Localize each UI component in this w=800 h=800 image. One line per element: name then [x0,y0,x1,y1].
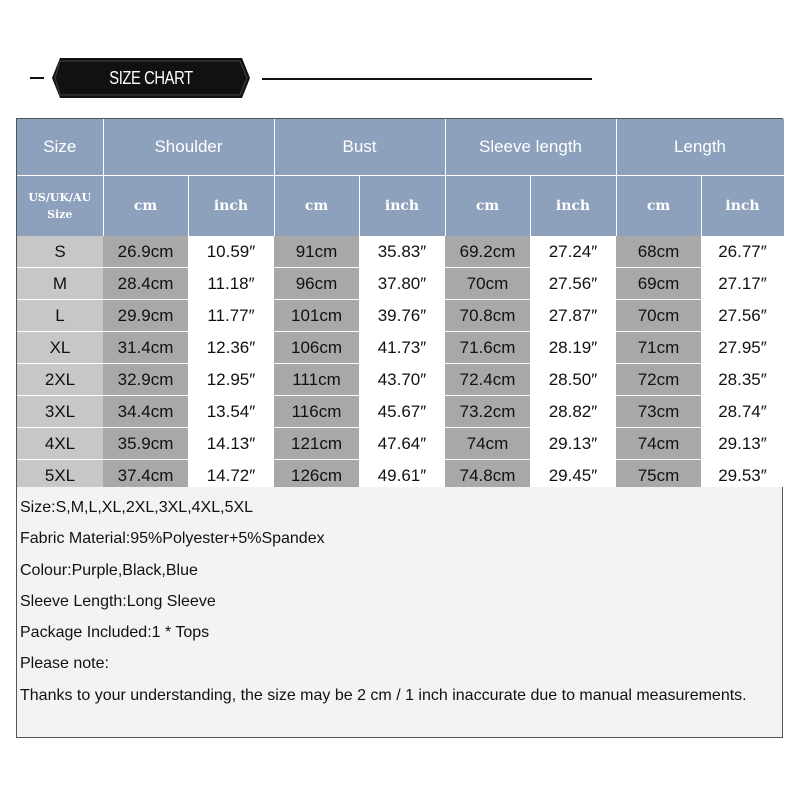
note-line: Colour:Purple,Black,Blue [20,561,198,579]
table-header-row [17,119,784,176]
inch-value-cell: 14.13″ [188,428,274,460]
inch-value-cell: 39.76″ [359,300,445,332]
shoulder-header: Shoulder [103,119,274,176]
header-dash-left [30,77,44,79]
cm-value-cell: 75cm [616,460,701,492]
note-line: Thanks to your understanding, the size may be 2 cm / 1 inch inaccurate due to manual measurements. [20,686,747,704]
unit-inch: inch [359,176,445,237]
cm-value-cell: 70cm [445,268,530,300]
unit-cm: cm [445,176,530,237]
inch-value-cell: 45.67″ [359,396,445,428]
table-row [17,364,784,396]
length-header: Length [616,119,784,176]
inch-value-cell: 11.18″ [188,268,274,300]
cm-value-cell: 70cm [616,300,701,332]
cm-value-cell: 69cm [616,268,701,300]
size-table [17,119,785,492]
cm-value-cell: 73.2cm [445,396,530,428]
size-cell: 4XL [17,428,103,460]
size-cell: 3XL [17,396,103,428]
cm-value-cell: 74cm [445,428,530,460]
cm-value-cell: 74.8cm [445,460,530,492]
table-row [17,236,784,268]
inch-value-cell: 35.83″ [359,236,445,268]
cm-value-cell: 72cm [616,364,701,396]
size-chart-title: SIZE CHART [109,68,193,88]
product-notes [16,487,783,738]
inch-value-cell: 41.73″ [359,332,445,364]
inch-value-cell: 49.61″ [359,460,445,492]
note-line: Package Included:1 * Tops [20,624,210,642]
inch-value-cell: 27.24″ [530,236,616,268]
inch-value-cell: 28.19″ [530,332,616,364]
inch-value-cell: 29.53″ [701,460,784,492]
unit-inch: inch [188,176,274,237]
cm-value-cell: 101cm [274,300,359,332]
header-rule [262,78,592,80]
inch-value-cell: 27.56″ [701,300,784,332]
size-cell: S [17,236,103,268]
cm-value-cell: 72.4cm [445,364,530,396]
size-table-container [16,118,783,487]
size-region-line2: Size [47,208,73,221]
inch-value-cell: 47.64″ [359,428,445,460]
note-line: Please note: [20,655,109,673]
table-row [17,332,784,364]
inch-value-cell: 10.59″ [188,236,274,268]
inch-value-cell: 29.13″ [701,428,784,460]
inch-value-cell: 27.17″ [701,268,784,300]
unit-inch: inch [530,176,616,237]
inch-value-cell: 37.80″ [359,268,445,300]
inch-value-cell: 28.82″ [530,396,616,428]
cm-value-cell: 91cm [274,236,359,268]
inch-value-cell: 28.35″ [701,364,784,396]
size-region-line1: US/UK/AU [28,191,92,204]
size-column-header: Size [17,119,103,176]
cm-value-cell: 29.9cm [103,300,188,332]
note-line: Size:S,M,L,XL,2XL,3XL,4XL,5XL [20,499,254,516]
cm-value-cell: 35.9cm [103,428,188,460]
size-cell: 2XL [17,364,103,396]
inch-value-cell: 12.36″ [188,332,274,364]
cm-value-cell: 71cm [616,332,701,364]
inch-value-cell: 12.95″ [188,364,274,396]
cm-value-cell: 68cm [616,236,701,268]
cm-value-cell: 73cm [616,396,701,428]
bust-header: Bust [274,119,445,176]
inch-value-cell: 28.50″ [530,364,616,396]
cm-value-cell: 71.6cm [445,332,530,364]
cm-value-cell: 96cm [274,268,359,300]
inch-value-cell: 28.74″ [701,396,784,428]
unit-cm: cm [274,176,359,237]
size-cell: L [17,300,103,332]
unit-cm: cm [103,176,188,237]
size-cell: M [17,268,103,300]
size-region-label [17,176,103,237]
note-line: Sleeve Length:Long Sleeve [20,592,216,610]
table-row [17,396,784,428]
cm-value-cell: 74cm [616,428,701,460]
cm-value-cell: 116cm [274,396,359,428]
cm-value-cell: 126cm [274,460,359,492]
table-row [17,268,784,300]
inch-value-cell: 11.77″ [188,300,274,332]
size-cell: XL [17,332,103,364]
inch-value-cell: 26.77″ [701,236,784,268]
cm-value-cell: 37.4cm [103,460,188,492]
inch-value-cell: 29.13″ [530,428,616,460]
unit-inch: inch [701,176,784,237]
size-table-body [17,236,784,492]
table-row [17,300,784,332]
cm-value-cell: 70.8cm [445,300,530,332]
cm-value-cell: 34.4cm [103,396,188,428]
table-row [17,428,784,460]
cm-value-cell: 111cm [274,364,359,396]
table-unit-row [17,176,784,237]
unit-cm: cm [616,176,701,237]
cm-value-cell: 28.4cm [103,268,188,300]
sleeve-length-header: Sleeve length [445,119,616,176]
cm-value-cell: 69.2cm [445,236,530,268]
inch-value-cell: 27.95″ [701,332,784,364]
inch-value-cell: 13.54″ [188,396,274,428]
cm-value-cell: 31.4cm [103,332,188,364]
inch-value-cell: 14.72″ [188,460,274,492]
cm-value-cell: 106cm [274,332,359,364]
inch-value-cell: 27.87″ [530,300,616,332]
inch-value-cell: 43.70″ [359,364,445,396]
note-line: Fabric Material:95%Polyester+5%Spandex [20,530,325,548]
inch-value-cell: 29.45″ [530,460,616,492]
cm-value-cell: 32.9cm [103,364,188,396]
inch-value-cell: 27.56″ [530,268,616,300]
size-cell: 5XL [17,460,103,492]
cm-value-cell: 121cm [274,428,359,460]
cm-value-cell: 26.9cm [103,236,188,268]
